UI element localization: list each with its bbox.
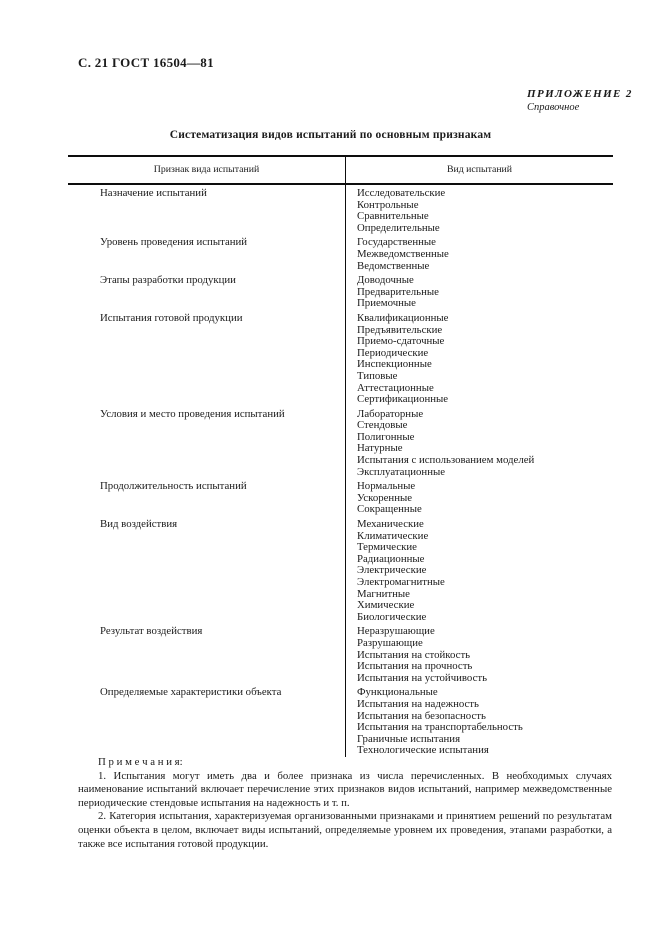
kind-line: Электрические: [357, 564, 427, 577]
table-row: [68, 234, 613, 272]
kinds-cell: [346, 516, 614, 623]
kind-line: Ведомственные: [357, 259, 430, 272]
feature-cell: Назначение испытаний: [68, 184, 346, 234]
notes-section: [78, 756, 612, 851]
kind-line: Испытания на устойчивость: [357, 671, 488, 684]
table-row: [68, 184, 613, 234]
kinds-cell: [346, 684, 614, 757]
kind-line: Ускоренные: [357, 491, 413, 504]
kind-line: Определительные: [357, 221, 440, 234]
kind-line: Государственные: [357, 236, 436, 249]
kind-line: Приемо-сдаточные: [357, 335, 445, 348]
kind-line: Аттестационные: [357, 381, 434, 394]
kind-line: Испытания на стойкость: [357, 648, 471, 661]
feature-cell: Испытания готовой продукции: [68, 310, 346, 406]
kind-line: Предъявительские: [357, 323, 443, 336]
feature-cell: Вид воздействия: [68, 516, 346, 623]
kind-line: Технологические испытания: [357, 744, 489, 757]
appendix-type-label: Справочное: [527, 102, 580, 113]
table-row: [68, 272, 613, 310]
kind-line: Натурные: [357, 442, 403, 455]
kind-line: Термические: [357, 541, 417, 554]
kind-line: Приемочные: [357, 297, 416, 310]
table-row: [68, 516, 613, 623]
table-header-row: [68, 156, 613, 184]
kind-line: Межведомственные: [357, 247, 449, 260]
kind-line: Контрольные: [357, 198, 419, 211]
kind-line: Испытания на транспортабельность: [357, 721, 523, 734]
kind-line: Функциональные: [357, 686, 438, 699]
kind-line: Биологические: [357, 610, 427, 623]
kind-line: Квалификационные: [357, 311, 449, 324]
notes-list: [78, 770, 612, 852]
kind-line: Механические: [357, 518, 424, 531]
kind-line: Разрушающие: [357, 636, 423, 649]
table-row: [68, 478, 613, 516]
table-row: [68, 406, 613, 479]
table-header: [68, 156, 613, 184]
kind-line: Климатические: [357, 529, 429, 542]
kind-line: Нормальные: [357, 480, 416, 493]
table-body: [68, 184, 613, 757]
kind-line: Испытания с использованием моделей: [357, 454, 535, 467]
note-item: 1. Испытания могут иметь два и более признака из числа перечисленных. В необходимых случаях наименование испытаний включает перечисление этих признаков видов испытаний, например межведомственные периодические стендовые испытания на надежность и т. п.: [78, 769, 612, 809]
tests-classification-table: [68, 155, 613, 757]
kinds-cell: [346, 623, 614, 684]
feature-cell: Уровень проведения испытаний: [68, 234, 346, 272]
table-row: [68, 310, 613, 406]
notes-heading: П р и м е ч а н и я:: [98, 756, 183, 768]
feature-cell: Определяемые характеристики объекта: [68, 684, 346, 757]
column-header-kind: Вид испытаний: [346, 156, 614, 184]
document-title: Систематизация видов испытаний по основным признакам: [169, 129, 492, 141]
appendix-label: ПРИЛОЖЕНИЕ 2: [527, 88, 633, 100]
note-item: 2. Категория испытания, характеризуемая организованными признаками и принятием решений по результатам оценки объекта в целом, включает виды испытаний, определяемые уровнем их проведения, этапами разработки, а также все испытания готовой продукции.: [78, 810, 612, 850]
kinds-cell: [346, 478, 614, 516]
table-row: [68, 623, 613, 684]
kinds-cell: [346, 184, 614, 234]
kind-line: Сертификационные: [357, 393, 449, 406]
feature-cell: Условия и место проведения испытаний: [68, 406, 346, 479]
kind-line: Эксплуатационные: [357, 465, 446, 478]
kinds-cell: [346, 272, 614, 310]
feature-cell: Результат воздействия: [68, 623, 346, 684]
kind-line: Доводочные: [357, 274, 414, 287]
kinds-cell: [346, 310, 614, 406]
column-header-feature: Признак вида испытаний: [68, 156, 346, 184]
kind-line: Испытания на надежность: [357, 697, 479, 710]
kind-line: Радиационные: [357, 552, 425, 565]
kind-line: Периодические: [357, 346, 429, 359]
table-row: [68, 684, 613, 757]
kind-line: Граничные испытания: [357, 732, 461, 745]
kind-line: Стендовые: [357, 419, 408, 432]
kind-line: Типовые: [357, 369, 398, 382]
kind-line: Испытания на безопасность: [357, 709, 486, 722]
kind-line: Испытания на прочность: [357, 660, 473, 673]
kind-line: Неразрушающие: [357, 625, 435, 638]
kind-line: Исследовательские: [357, 187, 446, 199]
kind-line: Электромагнитные: [357, 576, 445, 588]
page-number-standard-header: С. 21 ГОСТ 16504—81: [78, 55, 214, 70]
kinds-cell: [346, 234, 614, 272]
kinds-cell: [346, 406, 614, 479]
appendix-block: [527, 88, 633, 113]
feature-cell: Продолжительность испытаний: [68, 478, 346, 516]
kind-line: Полигонные: [357, 430, 415, 443]
kind-line: Сокращенные: [357, 503, 422, 516]
feature-cell: Этапы разработки продукции: [68, 272, 346, 310]
kind-line: Химические: [357, 599, 415, 612]
kind-line: Сравнительные: [357, 210, 429, 223]
kind-line: Магнитные: [357, 587, 410, 600]
kind-line: Предварительные: [357, 285, 439, 298]
kind-line: Лабораторные: [357, 407, 424, 420]
kind-line: Инспекционные: [357, 358, 432, 371]
